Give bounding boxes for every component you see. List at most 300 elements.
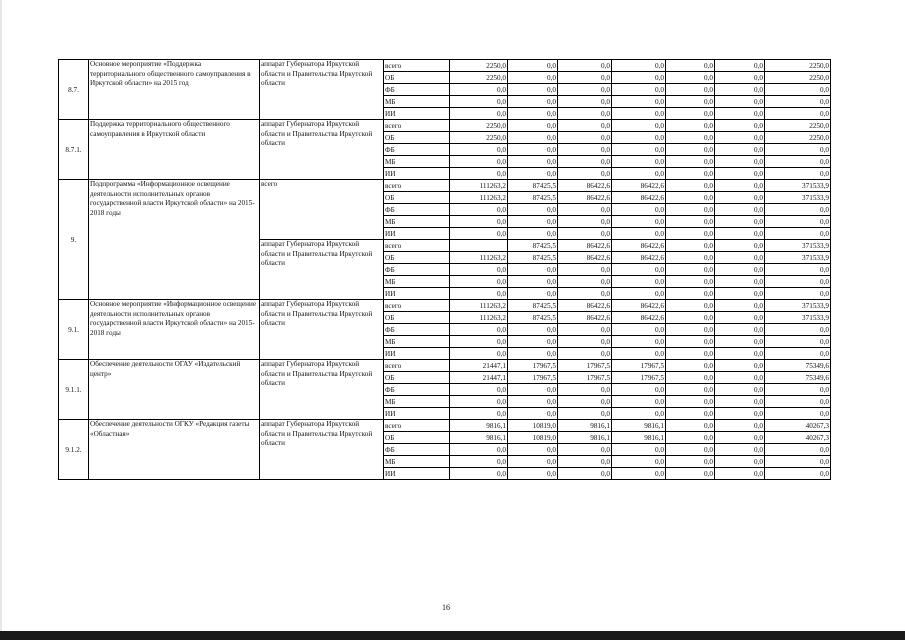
year-value: 0,0 (666, 456, 715, 468)
year-value: 0,0 (715, 444, 765, 456)
year-value: 0,0 (715, 408, 765, 420)
year-value: 0,0 (558, 120, 612, 132)
total-value: 0,0 (765, 468, 831, 480)
total-value: 371533,9 (765, 180, 831, 192)
year-value: 0,0 (508, 72, 558, 84)
year-value: 0,0 (558, 276, 612, 288)
year-value: 0,0 (666, 228, 715, 240)
total-value: 0,0 (765, 408, 831, 420)
funding-source: ФБ (384, 84, 450, 96)
total-value: 371533,9 (765, 300, 831, 312)
total-value: 0,0 (765, 288, 831, 300)
year-value: 0,0 (450, 216, 508, 228)
total-value: 0,0 (765, 144, 831, 156)
item-code: 9.1. (59, 300, 89, 360)
funding-source: ОБ (384, 192, 450, 204)
year-value: 0,0 (715, 396, 765, 408)
total-value: 75349,6 (765, 372, 831, 384)
year-value: 0,0 (612, 168, 666, 180)
year-value: 87425,5 (508, 240, 558, 252)
scan-bottom-edge (0, 631, 905, 640)
year-value: 0,0 (558, 216, 612, 228)
year-value: 0,0 (666, 396, 715, 408)
item-name: Поддержка территориального общественного самоуправления в Иркутской области (89, 120, 260, 180)
year-value: 87425,5 (508, 252, 558, 264)
responsible-executor: всего (260, 180, 384, 240)
year-value: 0,0 (450, 228, 508, 240)
year-value: 0,0 (666, 300, 715, 312)
year-value: 0,0 (558, 408, 612, 420)
total-value: 0,0 (765, 108, 831, 120)
funding-source: МБ (384, 156, 450, 168)
year-value: 17967,5 (612, 360, 666, 372)
year-value: 0,0 (666, 192, 715, 204)
year-value: 0,0 (715, 336, 765, 348)
year-value: 0,0 (508, 228, 558, 240)
year-value: 0,0 (666, 60, 715, 72)
year-value: 0,0 (612, 264, 666, 276)
year-value: 0,0 (715, 84, 765, 96)
year-value: 0,0 (715, 168, 765, 180)
year-value: 0,0 (450, 288, 508, 300)
funding-source: ОБ (384, 312, 450, 324)
year-value: 0,0 (558, 60, 612, 72)
year-value: 86422,6 (558, 252, 612, 264)
year-value: 0,0 (450, 444, 508, 456)
year-value: 0,0 (666, 468, 715, 480)
year-value: 0,0 (666, 276, 715, 288)
year-value: 17967,5 (558, 360, 612, 372)
funding-source: ОБ (384, 372, 450, 384)
year-value: 0,0 (508, 288, 558, 300)
funding-source: МБ (384, 96, 450, 108)
year-value: 0,0 (450, 336, 508, 348)
year-value: 0,0 (612, 84, 666, 96)
item-code: 8.7.1. (59, 120, 89, 180)
item-name: Обеспечение деятельности ОГКУ «Редакция газеты «Областная» (89, 420, 260, 480)
year-value: 0,0 (715, 264, 765, 276)
year-value: 0,0 (715, 156, 765, 168)
year-value: 0,0 (508, 468, 558, 480)
year-value: 0,0 (666, 336, 715, 348)
year-value: 87425,5 (508, 180, 558, 192)
year-value: 0,0 (666, 372, 715, 384)
year-value: 86422,6 (612, 240, 666, 252)
year-value: 0,0 (558, 456, 612, 468)
responsible-executor: аппарат Губернатора Иркутской области и Правительства Иркутской области (260, 120, 384, 180)
year-value: 0,0 (450, 264, 508, 276)
year-value: 0,0 (558, 384, 612, 396)
total-value: 0,0 (765, 264, 831, 276)
year-value: 0,0 (715, 276, 765, 288)
year-value: 0,0 (715, 96, 765, 108)
funding-source: всего (384, 180, 450, 192)
total-value: 0,0 (765, 336, 831, 348)
year-value: 0,0 (450, 156, 508, 168)
year-value: 0,0 (612, 456, 666, 468)
year-value: 0,0 (666, 84, 715, 96)
year-value: 0,0 (450, 396, 508, 408)
year-value: 0,0 (612, 336, 666, 348)
year-value: 0,0 (558, 108, 612, 120)
year-value: 0,0 (612, 348, 666, 360)
year-value: 0,0 (508, 132, 558, 144)
year-value: 86422,6 (612, 192, 666, 204)
funding-source: всего (384, 360, 450, 372)
funding-source: ФБ (384, 144, 450, 156)
year-value: 0,0 (508, 120, 558, 132)
total-value: 0,0 (765, 384, 831, 396)
total-value: 0,0 (765, 228, 831, 240)
year-value: 0,0 (450, 408, 508, 420)
year-value: 0,0 (666, 108, 715, 120)
funding-source: ИИ (384, 288, 450, 300)
year-value: 0,0 (558, 168, 612, 180)
funding-source: всего (384, 240, 450, 252)
year-value: 0,0 (715, 108, 765, 120)
year-value: 0,0 (715, 324, 765, 336)
total-value: 0,0 (765, 216, 831, 228)
year-value: 0,0 (666, 72, 715, 84)
year-value: 0,0 (612, 120, 666, 132)
year-value: 0,0 (715, 288, 765, 300)
year-value: 0,0 (558, 96, 612, 108)
year-value: 0,0 (558, 204, 612, 216)
page-number: 16 (442, 603, 450, 612)
item-code: 9.1.2. (59, 420, 89, 480)
funding-source: МБ (384, 456, 450, 468)
year-value: 0,0 (612, 204, 666, 216)
year-value: 0,0 (666, 132, 715, 144)
year-value: 10819,0 (508, 420, 558, 432)
year-value: 0,0 (612, 324, 666, 336)
funding-source: ИИ (384, 228, 450, 240)
year-value: 0,0 (715, 468, 765, 480)
year-value: 0,0 (508, 276, 558, 288)
year-value: 9816,1 (450, 420, 508, 432)
funding-source: ОБ (384, 132, 450, 144)
year-value: 17967,5 (558, 372, 612, 384)
year-value: 0,0 (666, 180, 715, 192)
year-value: 0,0 (450, 144, 508, 156)
funding-source: ИИ (384, 348, 450, 360)
year-value (450, 240, 508, 252)
year-value: 0,0 (715, 60, 765, 72)
funding-source: ФБ (384, 324, 450, 336)
year-value: 0,0 (558, 156, 612, 168)
funding-source: МБ (384, 216, 450, 228)
item-name: Обеспечение деятельности ОГАУ «Издательский центр» (89, 360, 260, 420)
year-value: 17967,5 (508, 372, 558, 384)
year-value: 0,0 (450, 348, 508, 360)
year-value: 0,0 (558, 144, 612, 156)
item-code: 9.1.1. (59, 360, 89, 420)
responsible-executor: аппарат Губернатора Иркутской области и Правительства Иркутской области (260, 240, 384, 300)
year-value: 0,0 (715, 384, 765, 396)
year-value: 111263,2 (450, 192, 508, 204)
year-value: 0,0 (715, 372, 765, 384)
year-value: 0,0 (715, 216, 765, 228)
total-value: 371533,9 (765, 240, 831, 252)
year-value: 0,0 (715, 240, 765, 252)
funding-source: ИИ (384, 108, 450, 120)
year-value: 0,0 (612, 144, 666, 156)
total-value: 0,0 (765, 348, 831, 360)
budget-table (58, 59, 831, 480)
year-value: 0,0 (612, 108, 666, 120)
year-value: 0,0 (508, 324, 558, 336)
year-value: 86422,6 (612, 312, 666, 324)
year-value: 0,0 (666, 96, 715, 108)
total-value: 371533,9 (765, 252, 831, 264)
responsible-executor: аппарат Губернатора Иркутской области и Правительства Иркутской области (260, 360, 384, 420)
total-value: 75349,6 (765, 360, 831, 372)
year-value: 0,0 (666, 312, 715, 324)
year-value: 9816,1 (612, 432, 666, 444)
year-value: 0,0 (612, 96, 666, 108)
item-code: 8.7. (59, 60, 89, 120)
year-value: 0,0 (666, 360, 715, 372)
year-value: 0,0 (450, 96, 508, 108)
year-value: 0,0 (666, 264, 715, 276)
year-value: 0,0 (715, 456, 765, 468)
year-value: 0,0 (558, 336, 612, 348)
year-value: 0,0 (666, 288, 715, 300)
responsible-executor: аппарат Губернатора Иркутской области и Правительства Иркутской области (260, 300, 384, 360)
year-value: 0,0 (612, 444, 666, 456)
year-value: 0,0 (715, 120, 765, 132)
year-value: 0,0 (666, 408, 715, 420)
funding-source: ИИ (384, 408, 450, 420)
item-name: Основное мероприятие «Информационное освещение деятельности исполнительных органов государственной власти Иркутской области» на 2015-2018 годы (89, 300, 260, 360)
year-value: 111263,2 (450, 180, 508, 192)
year-value: 0,0 (508, 156, 558, 168)
year-value: 0,0 (450, 108, 508, 120)
year-value: 0,0 (666, 240, 715, 252)
year-value: 0,0 (558, 324, 612, 336)
year-value: 0,0 (666, 384, 715, 396)
year-value: 86422,6 (558, 312, 612, 324)
total-value: 0,0 (765, 204, 831, 216)
funding-source: всего (384, 300, 450, 312)
total-value: 0,0 (765, 396, 831, 408)
funding-source: всего (384, 60, 450, 72)
year-value: 0,0 (612, 288, 666, 300)
year-value: 0,0 (508, 408, 558, 420)
total-value: 40267,3 (765, 432, 831, 444)
table-row (59, 420, 831, 432)
year-value: 86422,6 (558, 192, 612, 204)
total-value: 0,0 (765, 156, 831, 168)
year-value: 0,0 (508, 444, 558, 456)
year-value: 9816,1 (558, 420, 612, 432)
year-value: 0,0 (558, 348, 612, 360)
year-value: 0,0 (612, 396, 666, 408)
total-value: 2250,0 (765, 132, 831, 144)
year-value: 17967,5 (612, 372, 666, 384)
year-value: 0,0 (612, 228, 666, 240)
year-value: 9816,1 (612, 420, 666, 432)
year-value: 0,0 (666, 204, 715, 216)
year-value: 17967,5 (508, 360, 558, 372)
year-value: 0,0 (715, 420, 765, 432)
total-value: 0,0 (765, 444, 831, 456)
responsible-executor: аппарат Губернатора Иркутской области и Правительства Иркутской области (260, 420, 384, 480)
year-value: 0,0 (666, 144, 715, 156)
year-value: 111263,2 (450, 300, 508, 312)
year-value: 2250,0 (450, 60, 508, 72)
funding-source: ОБ (384, 432, 450, 444)
year-value: 0,0 (666, 420, 715, 432)
year-value: 86422,6 (612, 300, 666, 312)
table-row (59, 360, 831, 372)
total-value: 0,0 (765, 324, 831, 336)
year-value: 0,0 (508, 264, 558, 276)
year-value: 21447,1 (450, 360, 508, 372)
year-value: 87425,5 (508, 312, 558, 324)
total-value: 0,0 (765, 96, 831, 108)
table-row (59, 300, 831, 312)
year-value: 0,0 (612, 60, 666, 72)
year-value: 0,0 (508, 348, 558, 360)
year-value: 86422,6 (612, 180, 666, 192)
total-value: 0,0 (765, 276, 831, 288)
year-value: 0,0 (715, 132, 765, 144)
year-value: 0,0 (666, 432, 715, 444)
year-value: 2250,0 (450, 132, 508, 144)
year-value: 0,0 (508, 204, 558, 216)
year-value: 0,0 (666, 156, 715, 168)
year-value: 0,0 (558, 228, 612, 240)
year-value: 0,0 (612, 408, 666, 420)
year-value: 0,0 (666, 120, 715, 132)
year-value: 0,0 (612, 132, 666, 144)
year-value: 0,0 (715, 204, 765, 216)
year-value: 0,0 (715, 144, 765, 156)
year-value: 0,0 (450, 456, 508, 468)
year-value: 87425,5 (508, 300, 558, 312)
year-value: 0,0 (450, 276, 508, 288)
year-value: 0,0 (508, 384, 558, 396)
funding-source: ФБ (384, 384, 450, 396)
year-value: 86422,6 (558, 300, 612, 312)
year-value: 0,0 (612, 216, 666, 228)
year-value: 0,0 (450, 384, 508, 396)
year-value: 0,0 (508, 144, 558, 156)
year-value: 0,0 (558, 288, 612, 300)
page-edge (0, 0, 2, 640)
year-value: 0,0 (508, 60, 558, 72)
year-value: 87425,5 (508, 192, 558, 204)
year-value: 0,0 (508, 96, 558, 108)
year-value: 9816,1 (558, 432, 612, 444)
responsible-executor: аппарат Губернатора Иркутской области и Правительства Иркутской области (260, 60, 384, 120)
year-value: 0,0 (612, 276, 666, 288)
year-value: 0,0 (508, 108, 558, 120)
total-value: 2250,0 (765, 60, 831, 72)
item-name: Основное мероприятие «Поддержка территориального общественного самоуправления в Иркутской области» на 2015 год (89, 60, 260, 120)
total-value: 2250,0 (765, 72, 831, 84)
year-value: 9816,1 (450, 432, 508, 444)
funding-source: МБ (384, 396, 450, 408)
funding-source: всего (384, 120, 450, 132)
year-value: 0,0 (715, 348, 765, 360)
year-value: 0,0 (715, 360, 765, 372)
year-value: 0,0 (715, 180, 765, 192)
year-value: 0,0 (715, 252, 765, 264)
year-value: 0,0 (558, 84, 612, 96)
year-value: 0,0 (715, 312, 765, 324)
year-value: 0,0 (508, 336, 558, 348)
funding-source: ФБ (384, 264, 450, 276)
year-value: 111263,2 (450, 312, 508, 324)
funding-source: всего (384, 420, 450, 432)
funding-source: ИИ (384, 168, 450, 180)
year-value: 0,0 (558, 264, 612, 276)
total-value: 0,0 (765, 456, 831, 468)
year-value: 0,0 (612, 72, 666, 84)
funding-source: ИИ (384, 468, 450, 480)
item-code: 9. (59, 180, 89, 300)
year-value: 0,0 (450, 84, 508, 96)
year-value: 0,0 (612, 468, 666, 480)
total-value: 371533,9 (765, 312, 831, 324)
item-name: Подпрограмма «Информационное освещение деятельности исполнительных органов государственной власти Иркутской области» на 2015-2018 годы (89, 180, 260, 300)
year-value: 0,0 (612, 156, 666, 168)
year-value: 0,0 (666, 348, 715, 360)
year-value: 2250,0 (450, 120, 508, 132)
table-row (59, 60, 831, 72)
year-value: 0,0 (508, 168, 558, 180)
year-value: 21447,1 (450, 372, 508, 384)
year-value: 86422,6 (612, 252, 666, 264)
year-value: 10819,0 (508, 432, 558, 444)
total-value: 371533,9 (765, 192, 831, 204)
year-value: 0,0 (558, 132, 612, 144)
year-value: 0,0 (666, 168, 715, 180)
funding-source: ОБ (384, 72, 450, 84)
table-body (59, 60, 831, 480)
funding-source: МБ (384, 336, 450, 348)
year-value: 0,0 (666, 252, 715, 264)
total-value: 40267,3 (765, 420, 831, 432)
year-value: 0,0 (450, 324, 508, 336)
year-value: 0,0 (450, 168, 508, 180)
year-value: 2250,0 (450, 72, 508, 84)
funding-source: ОБ (384, 252, 450, 264)
funding-source: МБ (384, 276, 450, 288)
year-value: 0,0 (450, 204, 508, 216)
year-value: 0,0 (558, 396, 612, 408)
year-value: 0,0 (666, 324, 715, 336)
total-value: 2250,0 (765, 120, 831, 132)
year-value: 0,0 (715, 432, 765, 444)
funding-source: ФБ (384, 204, 450, 216)
table-row (59, 120, 831, 132)
year-value: 0,0 (558, 72, 612, 84)
year-value: 0,0 (666, 216, 715, 228)
year-value: 0,0 (715, 300, 765, 312)
year-value: 0,0 (715, 192, 765, 204)
year-value: 0,0 (715, 228, 765, 240)
year-value: 0,0 (450, 468, 508, 480)
year-value: 111263,2 (450, 252, 508, 264)
year-value: 0,0 (715, 72, 765, 84)
year-value: 0,0 (508, 396, 558, 408)
year-value: 86422,6 (558, 240, 612, 252)
total-value: 0,0 (765, 84, 831, 96)
year-value: 0,0 (558, 468, 612, 480)
